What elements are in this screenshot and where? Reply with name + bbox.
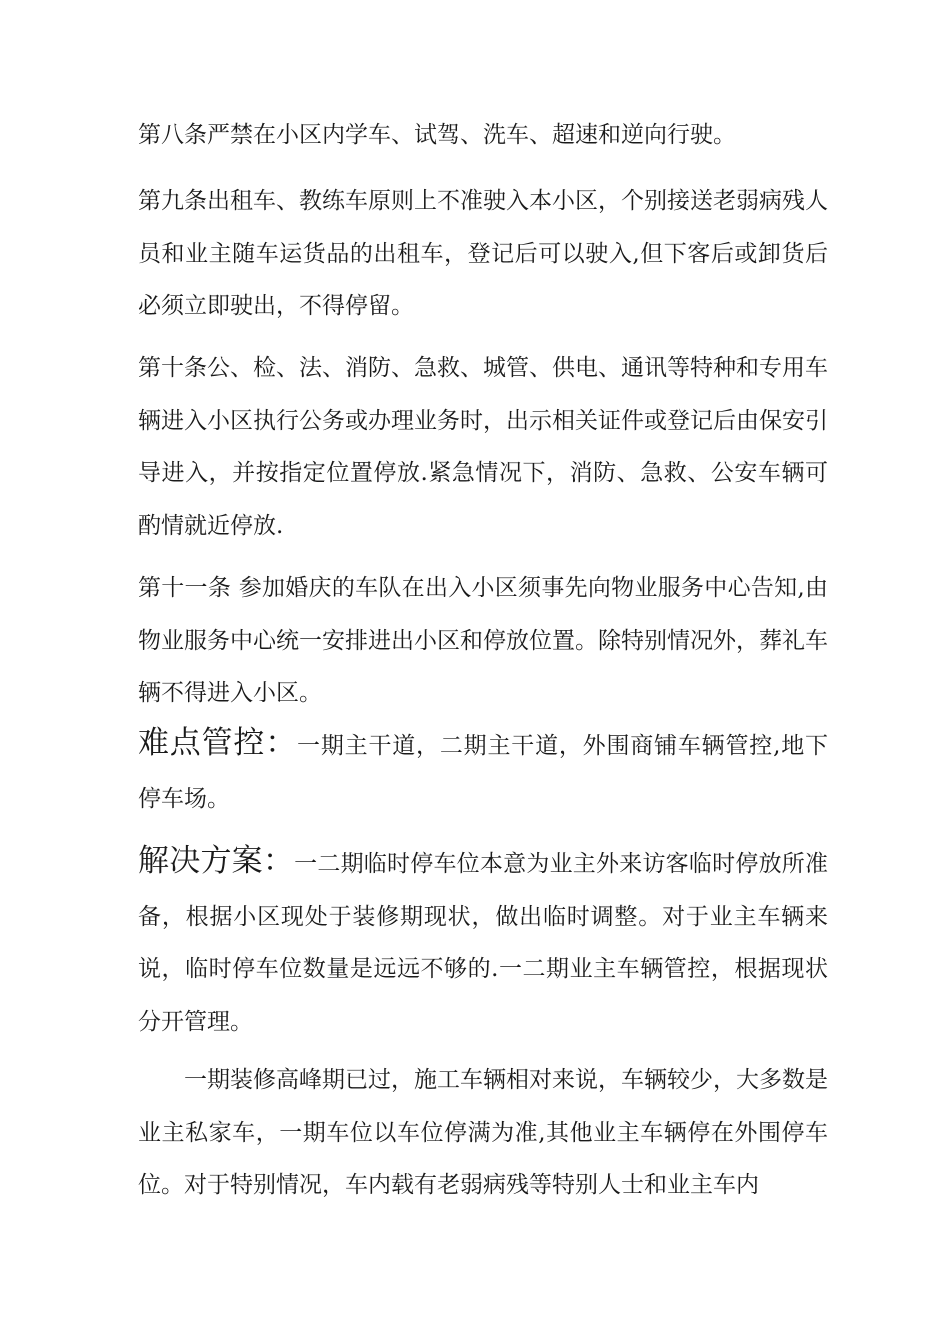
article-11: 第十一条 参加婚庆的车队在出入小区须事先向物业服务中心告知,由物业服务中心统一安排进出小区和停放位置。除特别情况外，葬礼车辆不得进入小区。 bbox=[138, 575, 828, 706]
difficulty-label: 难点管控： bbox=[138, 725, 298, 761]
article-9: 第九条出租车、教练车原则上不准驶入本小区，个别接送老弱病残人员和业主随车运货品的出租车，登记后可以驶入,但下客后或卸货后必须立即驶出，不得停留。 bbox=[138, 188, 828, 319]
phase-one-paragraph: 一期装修高峰期已过，施工车辆相对来说，车辆较少，大多数是业主私家车，一期车位以车位停满为准,其他业主车辆停在外围停车位。对于特别情况，车内载有老弱病残等特别人士和业主车内 bbox=[138, 1067, 828, 1198]
solution-paragraph bbox=[138, 835, 828, 1048]
difficulty-text: 一期主干道，二期主干道，外围商铺车辆管控,地下停车场。 bbox=[138, 733, 829, 812]
difficulty-paragraph bbox=[138, 717, 828, 825]
article-10: 第十条公、检、法、消防、急救、城管、供电、通讯等特种和专用车辆进入小区执行公务或办理业务时，出示相关证件或登记后由保安引导进入，并按指定位置停放.紧急情况下，消防、急救、公安车辆可酌情就近停放. bbox=[138, 355, 828, 539]
solution-label: 解决方案： bbox=[138, 843, 295, 879]
article-8: 第八条严禁在小区内学车、试驾、洗车、超速和逆向行驶。 bbox=[138, 122, 736, 148]
solution-text: 一二期临时停车位本意为业主外来访客临时停放所准备，根据小区现处于装修期现状，做出临时调整。对于业主车辆来说，临时停车位数量是远远不够的.一二期业主车辆管控，根据现状分开管理。 bbox=[138, 851, 829, 1035]
